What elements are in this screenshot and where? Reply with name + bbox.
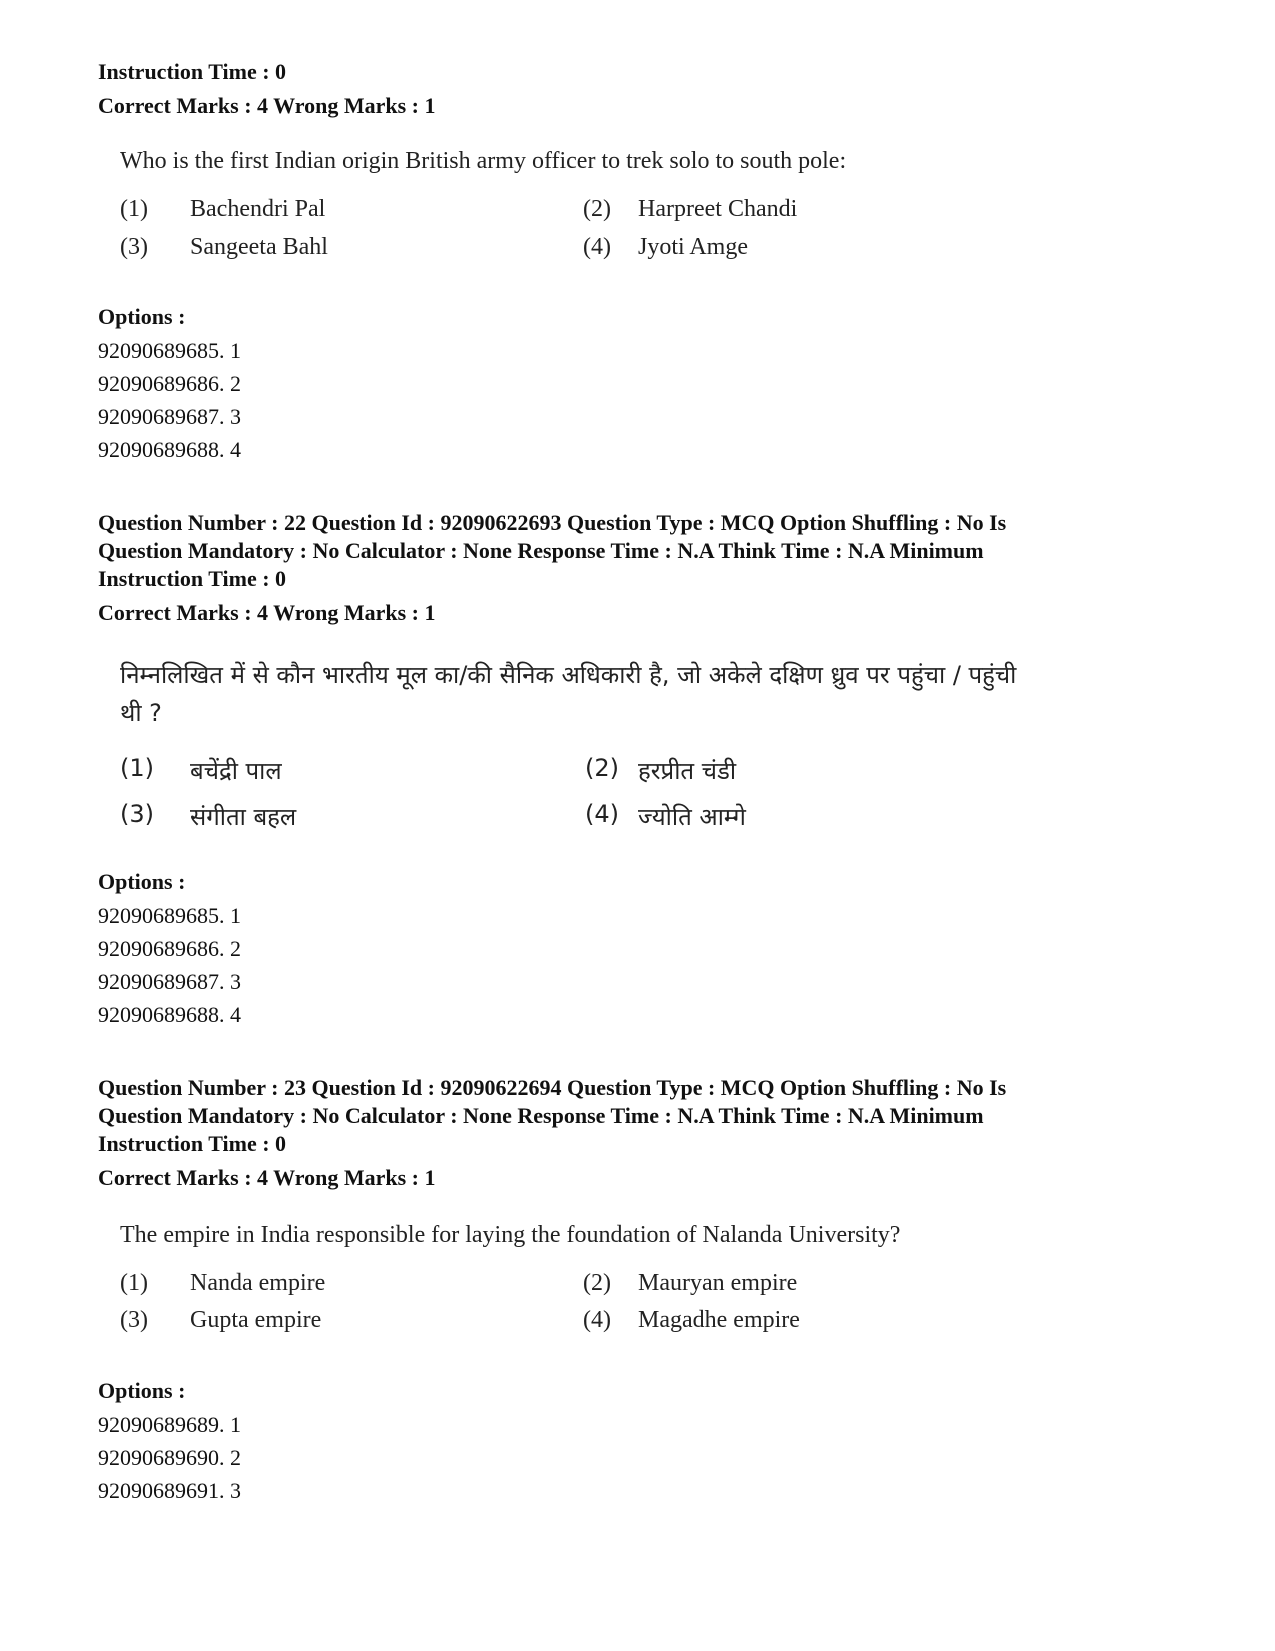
choice-number: (2) (583, 1270, 611, 1296)
option-line: 92090689686. 2 (98, 936, 241, 961)
question-header-line: Question Mandatory : No Calculator : None Response Time : N.A Think Time : N.A Minimum (98, 1103, 984, 1128)
option-line: 92090689690. 2 (98, 1445, 241, 1470)
choice-number: (3) (120, 800, 154, 828)
question-header-line: Question Mandatory : No Calculator : None Response Time : N.A Think Time : N.A Minimum (98, 538, 984, 563)
q21-header (98, 58, 1188, 120)
question-header-line: Question Number : 22 Question Id : 92090622693 Question Type : MCQ Option Shuffling : No Is (98, 510, 1007, 535)
choice-number: (3) (120, 234, 148, 260)
option-line: 92090689688. 4 (98, 1002, 241, 1027)
choice-label: बचेंद्री पाल (190, 757, 282, 785)
choice-label: हरप्रीत चंडी (638, 757, 737, 785)
choice-label: Magadhe empire (638, 1307, 800, 1333)
options-title: Options : (98, 869, 186, 894)
choice-number: (1) (120, 1270, 148, 1296)
marks-line: Correct Marks : 4 Wrong Marks : 1 (98, 1165, 436, 1190)
question-21-choices-row-2 (120, 234, 1120, 268)
q22-header (98, 509, 1188, 627)
choice-number: (2) (585, 754, 619, 782)
choice-label: Harpreet Chandi (638, 196, 798, 222)
choice-label: Jyoti Amge (638, 234, 749, 260)
instruction-time: Instruction Time : 0 (98, 59, 287, 84)
question-23-text: The empire in India responsible for laying the foundation of Nalanda University? (120, 1222, 901, 1248)
choice-number: (4) (585, 800, 619, 828)
options-title: Options : (98, 304, 186, 329)
choice-number: (2) (583, 196, 611, 222)
choice-label: Nanda empire (190, 1270, 326, 1296)
marks-line: Correct Marks : 4 Wrong Marks : 1 (98, 600, 436, 625)
option-line: 92090689687. 3 (98, 404, 241, 429)
option-line: 92090689687. 3 (98, 969, 241, 994)
choice-label: Mauryan empire (638, 1270, 798, 1296)
marks-line: Correct Marks : 4 Wrong Marks : 1 (98, 93, 436, 118)
option-line: 92090689689. 1 (98, 1412, 241, 1437)
option-line: 92090689691. 3 (98, 1478, 241, 1503)
question-22-text (120, 656, 1120, 732)
question-21-choices-row-1 (120, 196, 1120, 230)
choice-label: Gupta empire (190, 1307, 322, 1333)
choice-label: ज्योति आम्गे (638, 803, 746, 831)
options-title: Options : (98, 1378, 186, 1403)
choice-number: (1) (120, 196, 148, 222)
option-line: 92090689688. 4 (98, 437, 241, 462)
question-text-line: थी ? (120, 699, 162, 727)
question-23-choices-row-2 (120, 1307, 1120, 1341)
question-text-line: निम्नलिखित में से कौन भारतीय मूल का/की सैनिक अधिकारी है, जो अकेले दक्षिण ध्रुव पर पहुंचा / पहुंची (120, 661, 1017, 689)
choice-label: संगीता बहल (190, 803, 297, 831)
question-header-line: Question Number : 23 Question Id : 92090622694 Question Type : MCQ Option Shuffling : No Is (98, 1075, 1007, 1100)
choice-label: Bachendri Pal (190, 196, 326, 222)
option-line: 92090689685. 1 (98, 338, 241, 363)
option-line: 92090689686. 2 (98, 371, 241, 396)
choice-number: (1) (120, 754, 154, 782)
question-header-line: Instruction Time : 0 (98, 1131, 287, 1156)
choice-number: (4) (583, 1307, 611, 1333)
q23-header (98, 1074, 1188, 1192)
option-line: 92090689685. 1 (98, 903, 241, 928)
question-21-text: Who is the first Indian origin British army officer to trek solo to south pole: (120, 148, 847, 174)
question-header-line: Instruction Time : 0 (98, 566, 287, 591)
choice-label: Sangeeta Bahl (190, 234, 328, 260)
question-22-choices-row-1 (120, 754, 1120, 792)
choice-number: (3) (120, 1307, 148, 1333)
question-22-choices-row-2 (120, 800, 1120, 838)
choice-number: (4) (583, 234, 611, 260)
question-23-choices-row-1 (120, 1270, 1120, 1304)
